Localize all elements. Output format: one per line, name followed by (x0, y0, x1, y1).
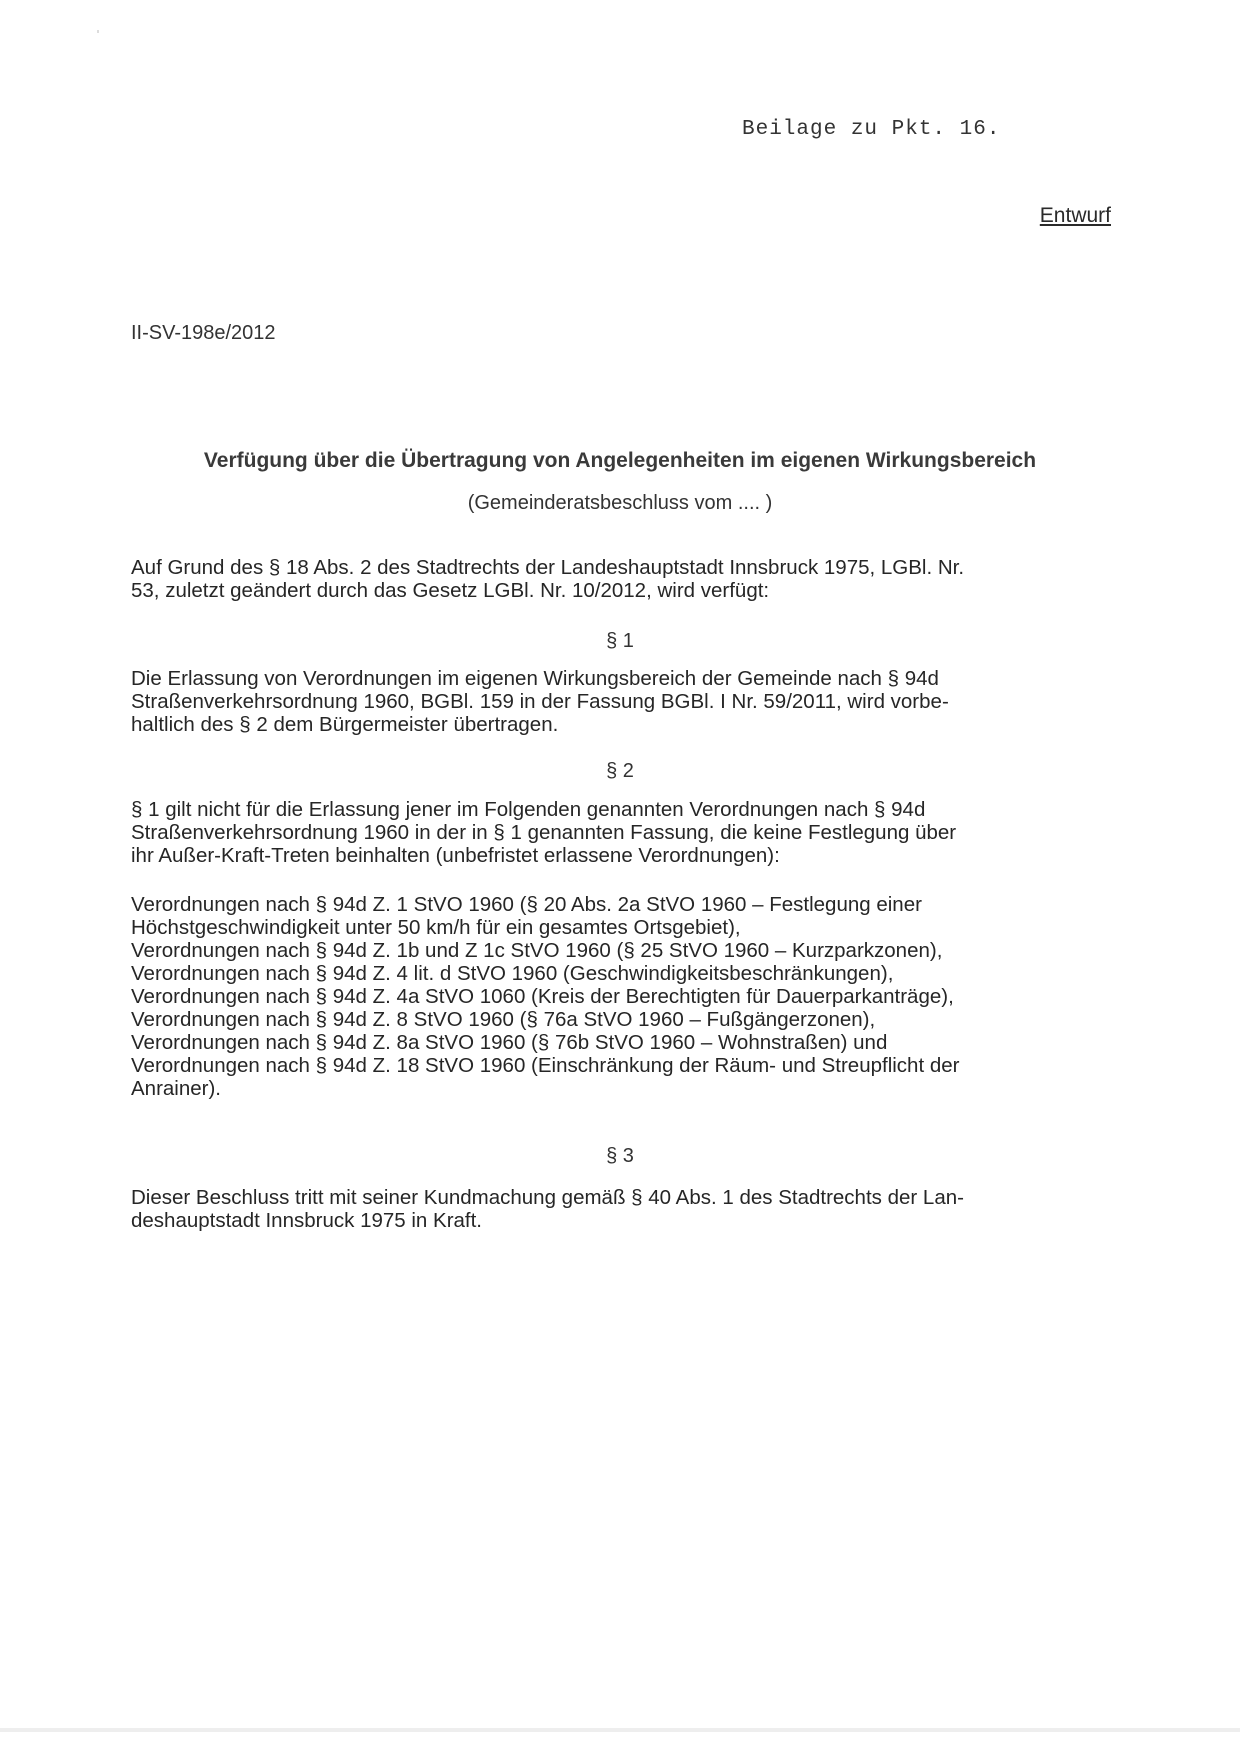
scan-edge-line (0, 1728, 1240, 1732)
section-2-line: § 1 gilt nicht für die Erlassung jener im Folgenden genannten Verordnungen nach § 94d (131, 798, 926, 821)
reference-number: II-SV-198e/2012 (131, 322, 276, 344)
regulation-item: Verordnungen nach § 94d Z. 8a StVO 1960 (§ 76b StVO 1960 – Wohnstraßen) und (131, 1031, 888, 1054)
regulation-item: Verordnungen nach § 94d Z. 18 StVO 1960 (Einschränkung der Räum- und Streupflicht der (131, 1054, 960, 1077)
regulation-item: Verordnungen nach § 94d Z. 1b und Z 1c StVO 1960 (§ 25 StVO 1960 – Kurzparkzonen), (131, 939, 943, 962)
document-title: Verfügung über die Übertragung von Angelegenheiten im eigenen Wirkungsbereich (203, 449, 1037, 472)
regulation-item: Verordnungen nach § 94d Z. 4 lit. d StVO 1960 (Geschwindigkeitsbeschränkungen), (131, 962, 894, 985)
section-2-heading: § 2 (606, 760, 634, 782)
section-3-paragraph (131, 1186, 1111, 1232)
section-2-line: ihr Außer-Kraft-Treten beinhalten (unbefristet erlassene Verordnungen): (131, 844, 780, 867)
section-3-line: Dieser Beschluss tritt mit seiner Kundmachung gemäß § 40 Abs. 1 des Stadtrechts der Lan- (131, 1186, 964, 1209)
draft-label: Entwurf (1039, 204, 1111, 227)
attachment-note: Beilage zu Pkt. 16. (742, 118, 1001, 141)
regulations-list (131, 893, 1111, 1100)
section-3-line: deshauptstadt Innsbruck 1975 in Kraft. (131, 1209, 483, 1232)
section-1-paragraph (131, 667, 1111, 736)
regulation-item: Höchstgeschwindigkeit unter 50 km/h für ein gesamtes Ortsgebiet), (131, 916, 741, 939)
scan-speck (97, 30, 99, 33)
section-1-heading: § 1 (606, 630, 634, 652)
regulation-item: Verordnungen nach § 94d Z. 1 StVO 1960 (§ 20 Abs. 2a StVO 1960 – Festlegung einer (131, 893, 922, 916)
section-1-line: haltlich des § 2 dem Bürgermeister übertragen. (131, 713, 559, 736)
intro-paragraph (131, 556, 1111, 602)
section-1-line: Die Erlassung von Verordnungen im eigenen Wirkungsbereich der Gemeinde nach § 94d (131, 667, 939, 690)
intro-line: Auf Grund des § 18 Abs. 2 des Stadtrechts der Landeshauptstadt Innsbruck 1975, LGBl. Nr. (131, 556, 965, 579)
document-subtitle: (Gemeinderatsbeschluss vom .... ) (467, 492, 773, 514)
regulation-item: Verordnungen nach § 94d Z. 4a StVO 1060 (Kreis der Berechtigten für Dauerparkanträge), (131, 985, 954, 1008)
regulation-item: Anrainer). (131, 1077, 222, 1100)
section-1-line: Straßenverkehrsordnung 1960, BGBl. 159 in der Fassung BGBl. I Nr. 59/2011, wird vorbe- (131, 690, 949, 713)
section-2-line: Straßenverkehrsordnung 1960 in der in § 1 genannten Fassung, die keine Festlegung über (131, 821, 957, 844)
regulation-item: Verordnungen nach § 94d Z. 8 StVO 1960 (§ 76a StVO 1960 – Fußgängerzonen), (131, 1008, 876, 1031)
intro-line: 53, zuletzt geändert durch das Gesetz LGBl. Nr. 10/2012, wird verfügt: (131, 579, 770, 602)
section-3-heading: § 3 (606, 1145, 634, 1167)
section-2-paragraph (131, 798, 1111, 867)
